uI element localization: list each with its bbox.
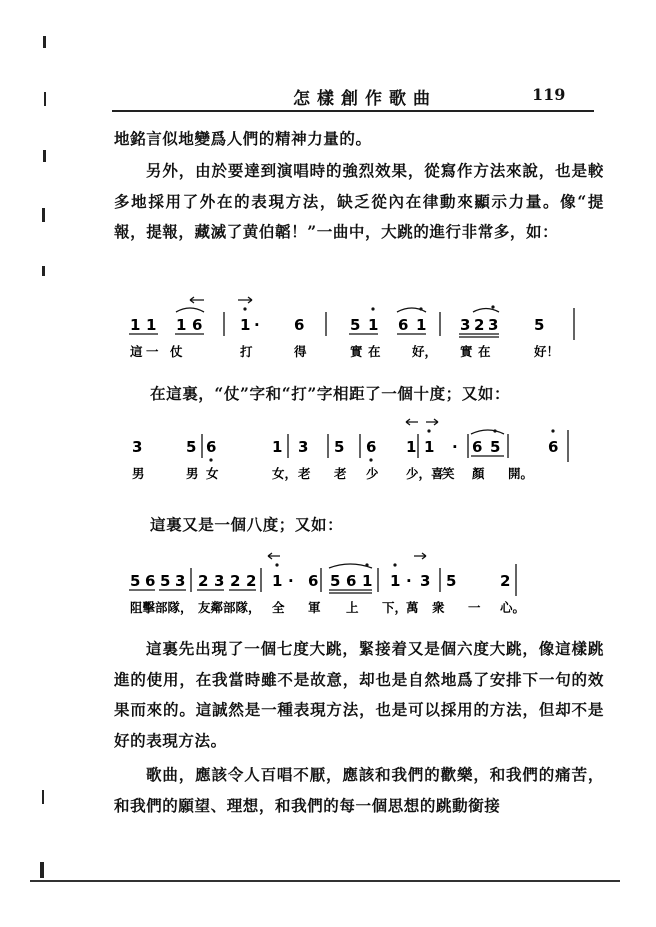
note: 3 bbox=[460, 316, 471, 334]
note: 1 bbox=[130, 316, 141, 334]
note: 6 bbox=[294, 316, 305, 334]
note: 5 bbox=[160, 572, 171, 590]
lyric: 衆 bbox=[432, 600, 445, 615]
octave-dot bbox=[365, 563, 368, 566]
octave-dot bbox=[371, 307, 374, 310]
note: 3 bbox=[175, 572, 186, 590]
lyric: 這 bbox=[130, 344, 143, 359]
note: 2 bbox=[198, 572, 209, 590]
lyric: 老 bbox=[298, 466, 311, 481]
lyric: 友鄰部隊， bbox=[198, 600, 261, 615]
leap-arrows bbox=[406, 419, 438, 425]
lyric: 得 bbox=[294, 344, 307, 359]
octave-dot bbox=[393, 563, 396, 566]
score-example-2 bbox=[128, 424, 588, 480]
note: 5 bbox=[130, 572, 141, 590]
note: 1 bbox=[272, 572, 283, 590]
leap-arrows bbox=[268, 553, 426, 559]
paragraph-leap-analysis: 這裏先出現了一個七度大跳，緊接着又是個六度大跳，像這樣跳進的使用，在我當時雖不是故意，却也是自然地爲了安排下一句的效果而來的。這誠然是一種表現方法，也是可以採用的方法，但却不是好的表現方法。 bbox=[114, 639, 604, 750]
lyric: 下， bbox=[382, 600, 408, 615]
scan-mark bbox=[43, 150, 46, 162]
lyric: 好， bbox=[412, 344, 438, 359]
note: 5 bbox=[334, 438, 345, 456]
scan-mark bbox=[42, 790, 44, 804]
low-octave-dot bbox=[369, 458, 372, 461]
note: 6 bbox=[548, 438, 559, 456]
note: · bbox=[406, 572, 412, 590]
note: 1 bbox=[424, 438, 435, 456]
scan-mark bbox=[44, 92, 46, 106]
note: 2 bbox=[500, 572, 511, 590]
note: 1 bbox=[176, 316, 187, 334]
lyric: 女 bbox=[206, 466, 219, 481]
paragraph-continuation: 地銘言似地變爲人們的精神力量的。 bbox=[114, 129, 372, 148]
score-example-3 bbox=[128, 558, 588, 614]
page-number: 119 bbox=[532, 85, 566, 104]
scan-mark bbox=[42, 266, 45, 276]
note: 6 bbox=[145, 572, 156, 590]
note: 1 bbox=[368, 316, 379, 334]
note-leap-tenth: 在這裏，“仗”字和“打”字相距了一個十度；又如： bbox=[150, 384, 511, 403]
lyric: 開。 bbox=[508, 466, 534, 481]
note: 6 bbox=[398, 316, 409, 334]
slurs bbox=[471, 430, 504, 434]
lyric: 全 bbox=[272, 600, 285, 615]
note: 3 bbox=[298, 438, 309, 456]
note: 2 bbox=[230, 572, 241, 590]
lyric: 一 bbox=[468, 600, 481, 615]
lyric: 男 bbox=[132, 466, 145, 481]
paragraph-external-method: 另外，由於要達到演唱時的強烈效果，從寫作方法來說，也是較多地採用了外在的表現方法，缺乏從內在律動來顯示力量。像“提報，提報，藏滅了黄伯韜！”一曲中，大跳的進行非常多，如： bbox=[114, 161, 604, 241]
note: 6 bbox=[346, 572, 357, 590]
bottom-rule bbox=[30, 880, 620, 882]
lyric: 少，喜 bbox=[406, 466, 444, 481]
lyric: 軍 bbox=[308, 600, 321, 615]
note: 6 bbox=[206, 438, 217, 456]
octave-dot bbox=[493, 429, 496, 432]
score-example-1 bbox=[128, 302, 588, 358]
note-leap-octave: 這裏又是一個八度；又如： bbox=[150, 515, 344, 534]
note: 5 bbox=[534, 316, 545, 334]
lyric: 老 bbox=[334, 466, 347, 481]
note: 5 bbox=[350, 316, 361, 334]
note: 6 bbox=[308, 572, 319, 590]
lyric: 顏 bbox=[472, 466, 485, 481]
lyric: 阻擊部隊， bbox=[130, 600, 193, 615]
lyric: 仗 bbox=[170, 344, 183, 359]
lyric: 心。 bbox=[500, 600, 526, 615]
running-header-title: 怎樣創作歌曲 bbox=[293, 89, 437, 109]
scan-mark bbox=[43, 36, 46, 48]
note: 3 bbox=[488, 316, 499, 334]
lyric: 笑 bbox=[442, 466, 455, 481]
note: 5 bbox=[186, 438, 197, 456]
note: 1 bbox=[362, 572, 373, 590]
lyric: 少 bbox=[366, 466, 379, 481]
octave-dot bbox=[275, 563, 278, 566]
header-rule bbox=[112, 110, 594, 112]
lyric: 實 bbox=[350, 344, 363, 359]
note: · bbox=[452, 438, 458, 456]
note: 2 bbox=[246, 572, 257, 590]
lyric: 一 bbox=[146, 344, 159, 359]
note: · bbox=[254, 316, 260, 334]
octave-dot bbox=[419, 307, 422, 310]
note: 3 bbox=[214, 572, 225, 590]
leap-arrows bbox=[190, 297, 252, 303]
octave-dot bbox=[427, 429, 430, 432]
note: 2 bbox=[474, 316, 485, 334]
lyric: 在 bbox=[478, 344, 491, 359]
note: 3 bbox=[132, 438, 143, 456]
note: 1 bbox=[272, 438, 283, 456]
slurs bbox=[176, 308, 499, 312]
note: 1 bbox=[240, 316, 251, 334]
note: 1 bbox=[390, 572, 401, 590]
note: 3 bbox=[420, 572, 431, 590]
octave-dot bbox=[491, 305, 494, 308]
lyric: 在 bbox=[368, 344, 381, 359]
lyric: 男 bbox=[186, 466, 199, 481]
note: 1 bbox=[416, 316, 427, 334]
note: 5 bbox=[446, 572, 457, 590]
lyric: 打 bbox=[240, 344, 253, 359]
note: 1 bbox=[406, 438, 417, 456]
note: · bbox=[288, 572, 294, 590]
note: 5 bbox=[490, 438, 501, 456]
barlines bbox=[202, 430, 568, 462]
lyric: 好！ bbox=[534, 344, 560, 359]
beam-underlines bbox=[129, 334, 499, 337]
lyric: 萬 bbox=[406, 600, 419, 615]
note: 6 bbox=[472, 438, 483, 456]
beam-underlines bbox=[129, 590, 372, 593]
lyric: 女， bbox=[272, 466, 298, 481]
note: 5 bbox=[330, 572, 341, 590]
octave-dot bbox=[243, 307, 246, 310]
paragraph-song-essence: 歌曲，應該令人百唱不厭，應該和我們的歡樂，和我們的痛苦，和我們的願望、理想，和我們的每一個思想的跳動銜接 bbox=[114, 765, 604, 815]
low-octave-dot bbox=[209, 458, 212, 461]
note: 6 bbox=[192, 316, 203, 334]
lyric: 上 bbox=[346, 600, 359, 615]
lyric: 實 bbox=[460, 344, 473, 359]
scan-mark bbox=[40, 862, 44, 878]
note: 1 bbox=[146, 316, 157, 334]
octave-dot bbox=[551, 429, 554, 432]
note: 6 bbox=[366, 438, 377, 456]
scan-mark bbox=[42, 208, 45, 222]
